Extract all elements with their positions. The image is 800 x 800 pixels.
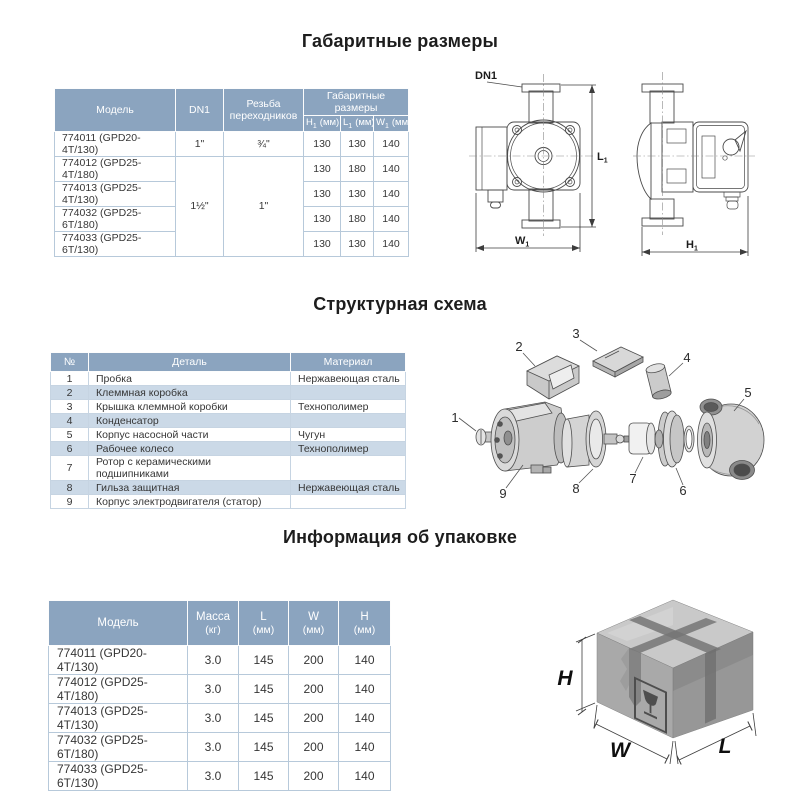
table-row (51, 428, 406, 442)
cell-mass: 3.0 (188, 675, 239, 704)
table-row (49, 762, 391, 791)
h1-dimension-label: $H_1$ (686, 239, 698, 253)
col-header-part: Деталь (89, 353, 291, 372)
col-header-mass: Масса (кг) (188, 601, 239, 646)
cell-h: 140 (339, 762, 391, 791)
table-header-row (55, 89, 409, 116)
col-header-w1: $W_1$ (мм) (374, 116, 409, 132)
part-number-9: 9 (499, 486, 507, 501)
cell-no: 7 (51, 456, 89, 481)
cell-no: 3 (51, 400, 89, 414)
part-terminal-box-cover (593, 347, 643, 377)
cell-material: Чугун (291, 428, 406, 442)
cell-mass: 3.0 (188, 762, 239, 791)
part-number-1: 1 (451, 410, 459, 425)
cell-model: 774012 (GPD25-4T/180) (49, 675, 188, 704)
l1-dimension-label: $L_1$ (597, 151, 608, 165)
cell-mass: 3.0 (188, 704, 239, 733)
cell-w: 200 (289, 675, 339, 704)
part-protective-sleeve (562, 411, 629, 467)
table-row (51, 442, 406, 456)
table-row (55, 156, 409, 181)
cell-h: 140 (339, 733, 391, 762)
cell-part: Корпус электродвигателя (статор) (89, 495, 291, 509)
cell-part: Пробка (89, 372, 291, 386)
cell-no: 6 (51, 442, 89, 456)
part-number-8: 8 (572, 481, 580, 496)
part-o-ring (684, 426, 694, 452)
cell-no: 2 (51, 386, 89, 400)
table-row (51, 372, 406, 386)
cell-w1: 140 (374, 156, 409, 181)
col-header-group-dimensions: Габаритные размеры (304, 89, 409, 116)
cell-material: Технополимер (291, 400, 406, 414)
cell-part: Конденсатор (89, 414, 291, 428)
cell-model: 774032 (GPD25-6T/180) (49, 733, 188, 762)
dimension-annotations (476, 85, 748, 256)
col-header-l1: $L_1$ (мм) (341, 116, 374, 132)
part-number-3: 3 (572, 326, 580, 341)
col-header-w: W (мм) (289, 601, 339, 646)
cell-l1: 130 (341, 131, 374, 156)
cell-part: Клеммная коробка (89, 386, 291, 400)
cell-model: 774013 (GPD25-4T/130) (55, 181, 176, 206)
cell-w: 200 (289, 646, 339, 675)
col-header-dn1: DN1 (176, 89, 224, 132)
cell-material (291, 386, 406, 400)
table-header-row (51, 353, 406, 372)
package-table (48, 600, 391, 791)
cell-no: 1 (51, 372, 89, 386)
cell-mass: 3.0 (188, 646, 239, 675)
table-row (49, 646, 391, 675)
cell-l1: 180 (341, 206, 374, 231)
part-impeller (655, 411, 684, 467)
part-number-2: 2 (515, 339, 523, 354)
col-header-model: Модель (55, 89, 176, 132)
part-number-7: 7 (629, 471, 637, 486)
cell-no: 5 (51, 428, 89, 442)
box-width-label: W (610, 739, 630, 762)
col-header-l: L (мм) (239, 601, 289, 646)
cell-w1: 140 (374, 131, 409, 156)
table-header-row (49, 601, 391, 646)
cell-w1: 140 (374, 206, 409, 231)
part-terminal-box (527, 356, 579, 399)
w1-dimension-label: $W_1$ (515, 235, 530, 249)
cell-no: 9 (51, 495, 89, 509)
cell-h: 140 (339, 704, 391, 733)
cell-material: Нержавеющая сталь (291, 372, 406, 386)
cell-l: 145 (239, 646, 289, 675)
cell-no: 4 (51, 414, 89, 428)
strap (705, 649, 716, 724)
cell-model: 774032 (GPD25-6T/180) (55, 206, 176, 231)
table-row (51, 495, 406, 509)
box-height-label: H (557, 667, 573, 690)
pump-front-view (469, 70, 595, 236)
cell-material (291, 414, 406, 428)
cell-l1: 130 (341, 181, 374, 206)
cell-model: 774012 (GPD25-4T/180) (55, 156, 176, 181)
table-row (49, 733, 391, 762)
section-title-structure: Структурная схема (313, 294, 487, 314)
cell-l: 145 (239, 762, 289, 791)
cell-h1: 130 (304, 231, 341, 256)
part-number-5: 5 (744, 385, 752, 400)
package-box-drawing (545, 585, 795, 795)
cell-h1: 130 (304, 181, 341, 206)
table-row (51, 386, 406, 400)
part-number-6: 6 (679, 483, 687, 498)
section-title-dimensions: Габаритные размеры (301, 31, 499, 51)
cell-thread: ¾" (224, 131, 304, 156)
table-row (51, 414, 406, 428)
cell-model: 774011 (GPD20-4T/130) (55, 131, 176, 156)
exploded-view-drawing (445, 318, 795, 510)
cell-model: 774011 (GPD20-4T/130) (49, 646, 188, 675)
cell-l1: 180 (341, 156, 374, 181)
cell-part: Рабочее колесо (89, 442, 291, 456)
cell-h: 140 (339, 675, 391, 704)
cell-material (291, 495, 406, 509)
section-title-package: Информация об упаковке (282, 527, 518, 547)
table-row (51, 456, 406, 481)
pump-dimension-drawing (455, 52, 795, 262)
col-header-model: Модель (49, 601, 188, 646)
part-number-4: 4 (683, 350, 691, 365)
cell-h: 140 (339, 646, 391, 675)
table-row (55, 131, 409, 156)
pump-side-view (633, 72, 755, 235)
cell-w: 200 (289, 762, 339, 791)
cell-w1: 140 (374, 231, 409, 256)
part-motor-housing-stator (491, 402, 568, 473)
col-header-h1: $H_1$ (мм) (304, 116, 341, 132)
cell-thread-merged: 1" (224, 156, 304, 256)
cell-no: 8 (51, 481, 89, 495)
cell-w1: 140 (374, 181, 409, 206)
cell-w: 200 (289, 733, 339, 762)
cell-material: Нержавеющая сталь (291, 481, 406, 495)
cell-h1: 130 (304, 206, 341, 231)
dn1-leader-line (487, 82, 522, 87)
cell-w: 200 (289, 704, 339, 733)
col-header-thread: Резьба переходников (224, 89, 304, 132)
cell-l: 145 (239, 704, 289, 733)
cell-part: Корпус насосной части (89, 428, 291, 442)
cell-model: 774033 (GPD25-6T/130) (55, 231, 176, 256)
cell-material (291, 456, 406, 481)
cell-l: 145 (239, 733, 289, 762)
table-row (51, 481, 406, 495)
table-row (49, 704, 391, 733)
col-header-material: Материал (291, 353, 406, 372)
cell-material: Технополимер (291, 442, 406, 456)
dimensions-table (54, 88, 412, 257)
box-length-label: L (718, 735, 732, 758)
cardboard-box (597, 600, 753, 738)
cell-mass: 3.0 (188, 733, 239, 762)
col-header-no: № (51, 353, 89, 372)
cell-part: Гильза защитная (89, 481, 291, 495)
part-capacitor (645, 362, 672, 401)
cell-h1: 130 (304, 156, 341, 181)
cell-model: 774013 (GPD25-4T/130) (49, 704, 188, 733)
cell-part: Ротор с керамическими подшипниками (89, 456, 291, 481)
cell-l: 145 (239, 675, 289, 704)
table-row (51, 400, 406, 414)
col-header-h: H (мм) (339, 601, 391, 646)
dn1-label: DN1 (475, 70, 498, 82)
cell-dn1: 1" (176, 131, 224, 156)
cell-h1: 130 (304, 131, 341, 156)
part-pump-housing (698, 399, 765, 480)
cell-dn1-merged: 1½" (176, 156, 224, 256)
cell-model: 774033 (GPD25-6T/130) (49, 762, 188, 791)
parts-table (50, 352, 406, 509)
cell-part: Крышка клеммной коробки (89, 400, 291, 414)
cell-l1: 130 (341, 231, 374, 256)
table-row (49, 675, 391, 704)
